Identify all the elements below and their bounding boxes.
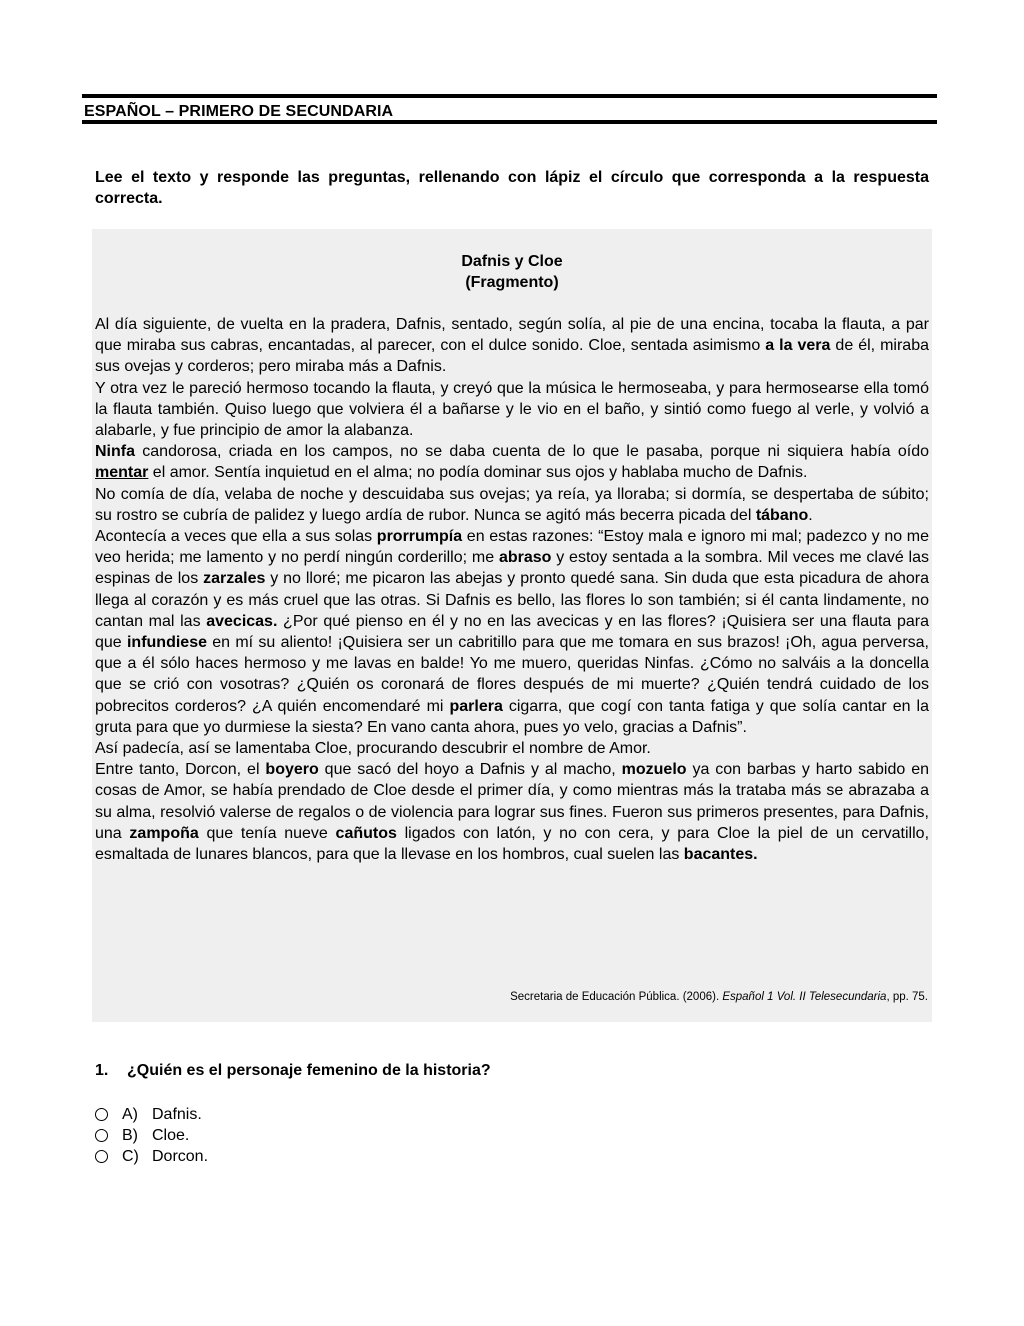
paragraph-5: Acontecía a veces que ella a sus solas prorrumpía en estas razones: “Estoy mala e ignoro mi mal; padezco y no me veo herida; me lamento y no perdí ningún corderillo; me abraso y estoy sentada a la sombra. Mil veces me clavé las espinas de los zarzales y no lloré; me picaron las abejas y pronto quedé sana. Sin duda que esta picadura de ahora llega al corazón y es más cruel que las otras. Si Dafnis es bello, las flores lo son también; si él canta lindamente, no cantan mal las avecicas. ¿Por qué pienso en él y no en las avecicas y en las flores? ¡Quisiera ser una flauta para que infundiese en mí su aliento! ¡Quisiera ser un cabritillo para que me tomara en sus brazos! ¡Oh, agua perversa, que a él sólo haces hermoso y me lavas en balde! Yo me muero, queridas Ninfas. ¿Cómo no salváis a la doncella que se crió con vosotras? ¿Quién os coronará de flores después de mi muerte? ¿Quién tendrá cuidado de los pobrecitos corderos? ¿A quién encomendaré mi parlera cigarra, que cogí con tanta fatiga y que solía cantar en la gruta para que yo durmiese la siesta? En vano canta ahora, pues yo velo, gracias a Dafnis”. xyxy=(95,528,930,736)
citation-title: Español 1 Vol. II Telesecundaria xyxy=(722,991,887,1003)
vocab-term: bacantes. xyxy=(683,846,758,864)
vocab-term: zarzales xyxy=(203,570,266,588)
paragraph-6: Así padecía, así se lamentaba Cloe, procurando descubrir el nombre de Amor. xyxy=(95,740,651,758)
question-1 xyxy=(95,1060,491,1081)
option-text: Dafnis. xyxy=(152,1106,202,1123)
option-b[interactable] xyxy=(95,1125,208,1146)
answer-options xyxy=(95,1104,208,1167)
vocab-term: zampoña xyxy=(129,824,199,842)
vocab-term: parlera xyxy=(449,697,503,715)
vocab-term: a la vera xyxy=(765,337,831,355)
vocab-term: avecicas. xyxy=(206,612,278,630)
reading-subtitle: (Fragmento) xyxy=(465,274,559,291)
reading-title: Dafnis y Cloe xyxy=(461,253,563,270)
vocab-term: cañutos xyxy=(335,824,397,842)
reading-text xyxy=(95,314,929,865)
option-letter: B) xyxy=(122,1127,138,1144)
vocab-term: mozuelo xyxy=(621,761,687,779)
subject-title: ESPAÑOL – PRIMERO DE SECUNDARIA xyxy=(84,103,394,120)
question-number: 1. xyxy=(95,1062,109,1079)
option-text: Cloe. xyxy=(152,1127,190,1144)
vocab-term: abraso xyxy=(498,549,552,567)
vocab-term: prorrumpía xyxy=(376,528,463,546)
header-bar xyxy=(82,94,937,124)
citation: Secretaria de Educación Pública. (2006). Español 1 Vol. II Telesecundaria, pp. 75. xyxy=(510,991,928,1003)
option-text: Dorcon. xyxy=(152,1148,209,1165)
question-text: ¿Quién es el personaje femenino de la historia? xyxy=(127,1062,491,1079)
option-c[interactable] xyxy=(95,1146,208,1167)
answer-circle-icon[interactable] xyxy=(95,1129,108,1142)
paragraph-2: Y otra vez le pareció hermoso tocando la flauta, y creyó que la música le hermoseaba, y para hermosearse ella tomó la flauta también. Quiso luego que volviera él a bañarse y le vio en el baño, y sintió como fuego al verle, y volvió a alabarle, y fue principio de amor la alabanza. xyxy=(95,379,929,440)
answer-circle-icon[interactable] xyxy=(95,1108,108,1121)
reading-title-block xyxy=(92,251,932,293)
option-letter: A) xyxy=(122,1106,138,1123)
option-letter: C) xyxy=(122,1148,139,1165)
paragraph-4: No comía de día, velaba de noche y descuidaba sus ovejas; ya reía, ya lloraba; si dormía, se despertaba de súbito; su rostro se cubría de palidez y luego ardía de rubor. Nunca se agitó más becerra picada del tábano. xyxy=(95,485,929,524)
vocab-term: Ninfa xyxy=(95,443,135,461)
vocab-term: boyero xyxy=(265,761,319,779)
paragraph-7: Entre tanto, Dorcon, el boyero que sacó del hoyo a Dafnis y al macho, mozuelo ya con barbas y harto sabido en cosas de Amor, se había prendado de Cloe desde el primer día, y como mientras más la trataba más se abrazaba a su alma, resolvió valerse de regalos o de violencia para lograr sus fines. Fueron sus primeros presentes, para Dafnis, una zampoña que tenía nueve cañutos ligados con latón, y no con cera, y para Cloe la piel de un cervatillo, esmaltada de lunares blancos, para que la llevase en los hombros, cual suelen las bacantes. xyxy=(95,761,930,864)
paragraph-3: Ninfa candorosa, criada en los campos, no se daba cuenta de lo que le pasaba, porque ni siquiera había oído mentar el amor. Sentía inquietud en el alma; no podía dominar sus ojos y hablaba mucho de Dafnis. xyxy=(95,443,929,482)
vocab-term-underlined: mentar xyxy=(95,464,149,482)
vocab-term: tábano xyxy=(755,506,809,524)
vocab-term: infundiese xyxy=(126,634,207,652)
answer-circle-icon[interactable] xyxy=(95,1150,108,1163)
instructions: Lee el texto y responde las preguntas, rellenando con lápiz el círculo que corresponda a la respuesta correcta. xyxy=(95,169,929,207)
reading-box xyxy=(92,229,932,1022)
option-a[interactable] xyxy=(95,1104,208,1125)
paragraph-1: Al día siguiente, de vuelta en la pradera, Dafnis, sentado, según solía, al pie de una encina, tocaba la flauta, a par que miraba sus cabras, encantadas, al parecer, con el dulce sonido. Cloe, sentada asimismo a la vera de él, miraba sus ovejas y corderos; pero miraba más a Dafnis. xyxy=(95,316,930,376)
